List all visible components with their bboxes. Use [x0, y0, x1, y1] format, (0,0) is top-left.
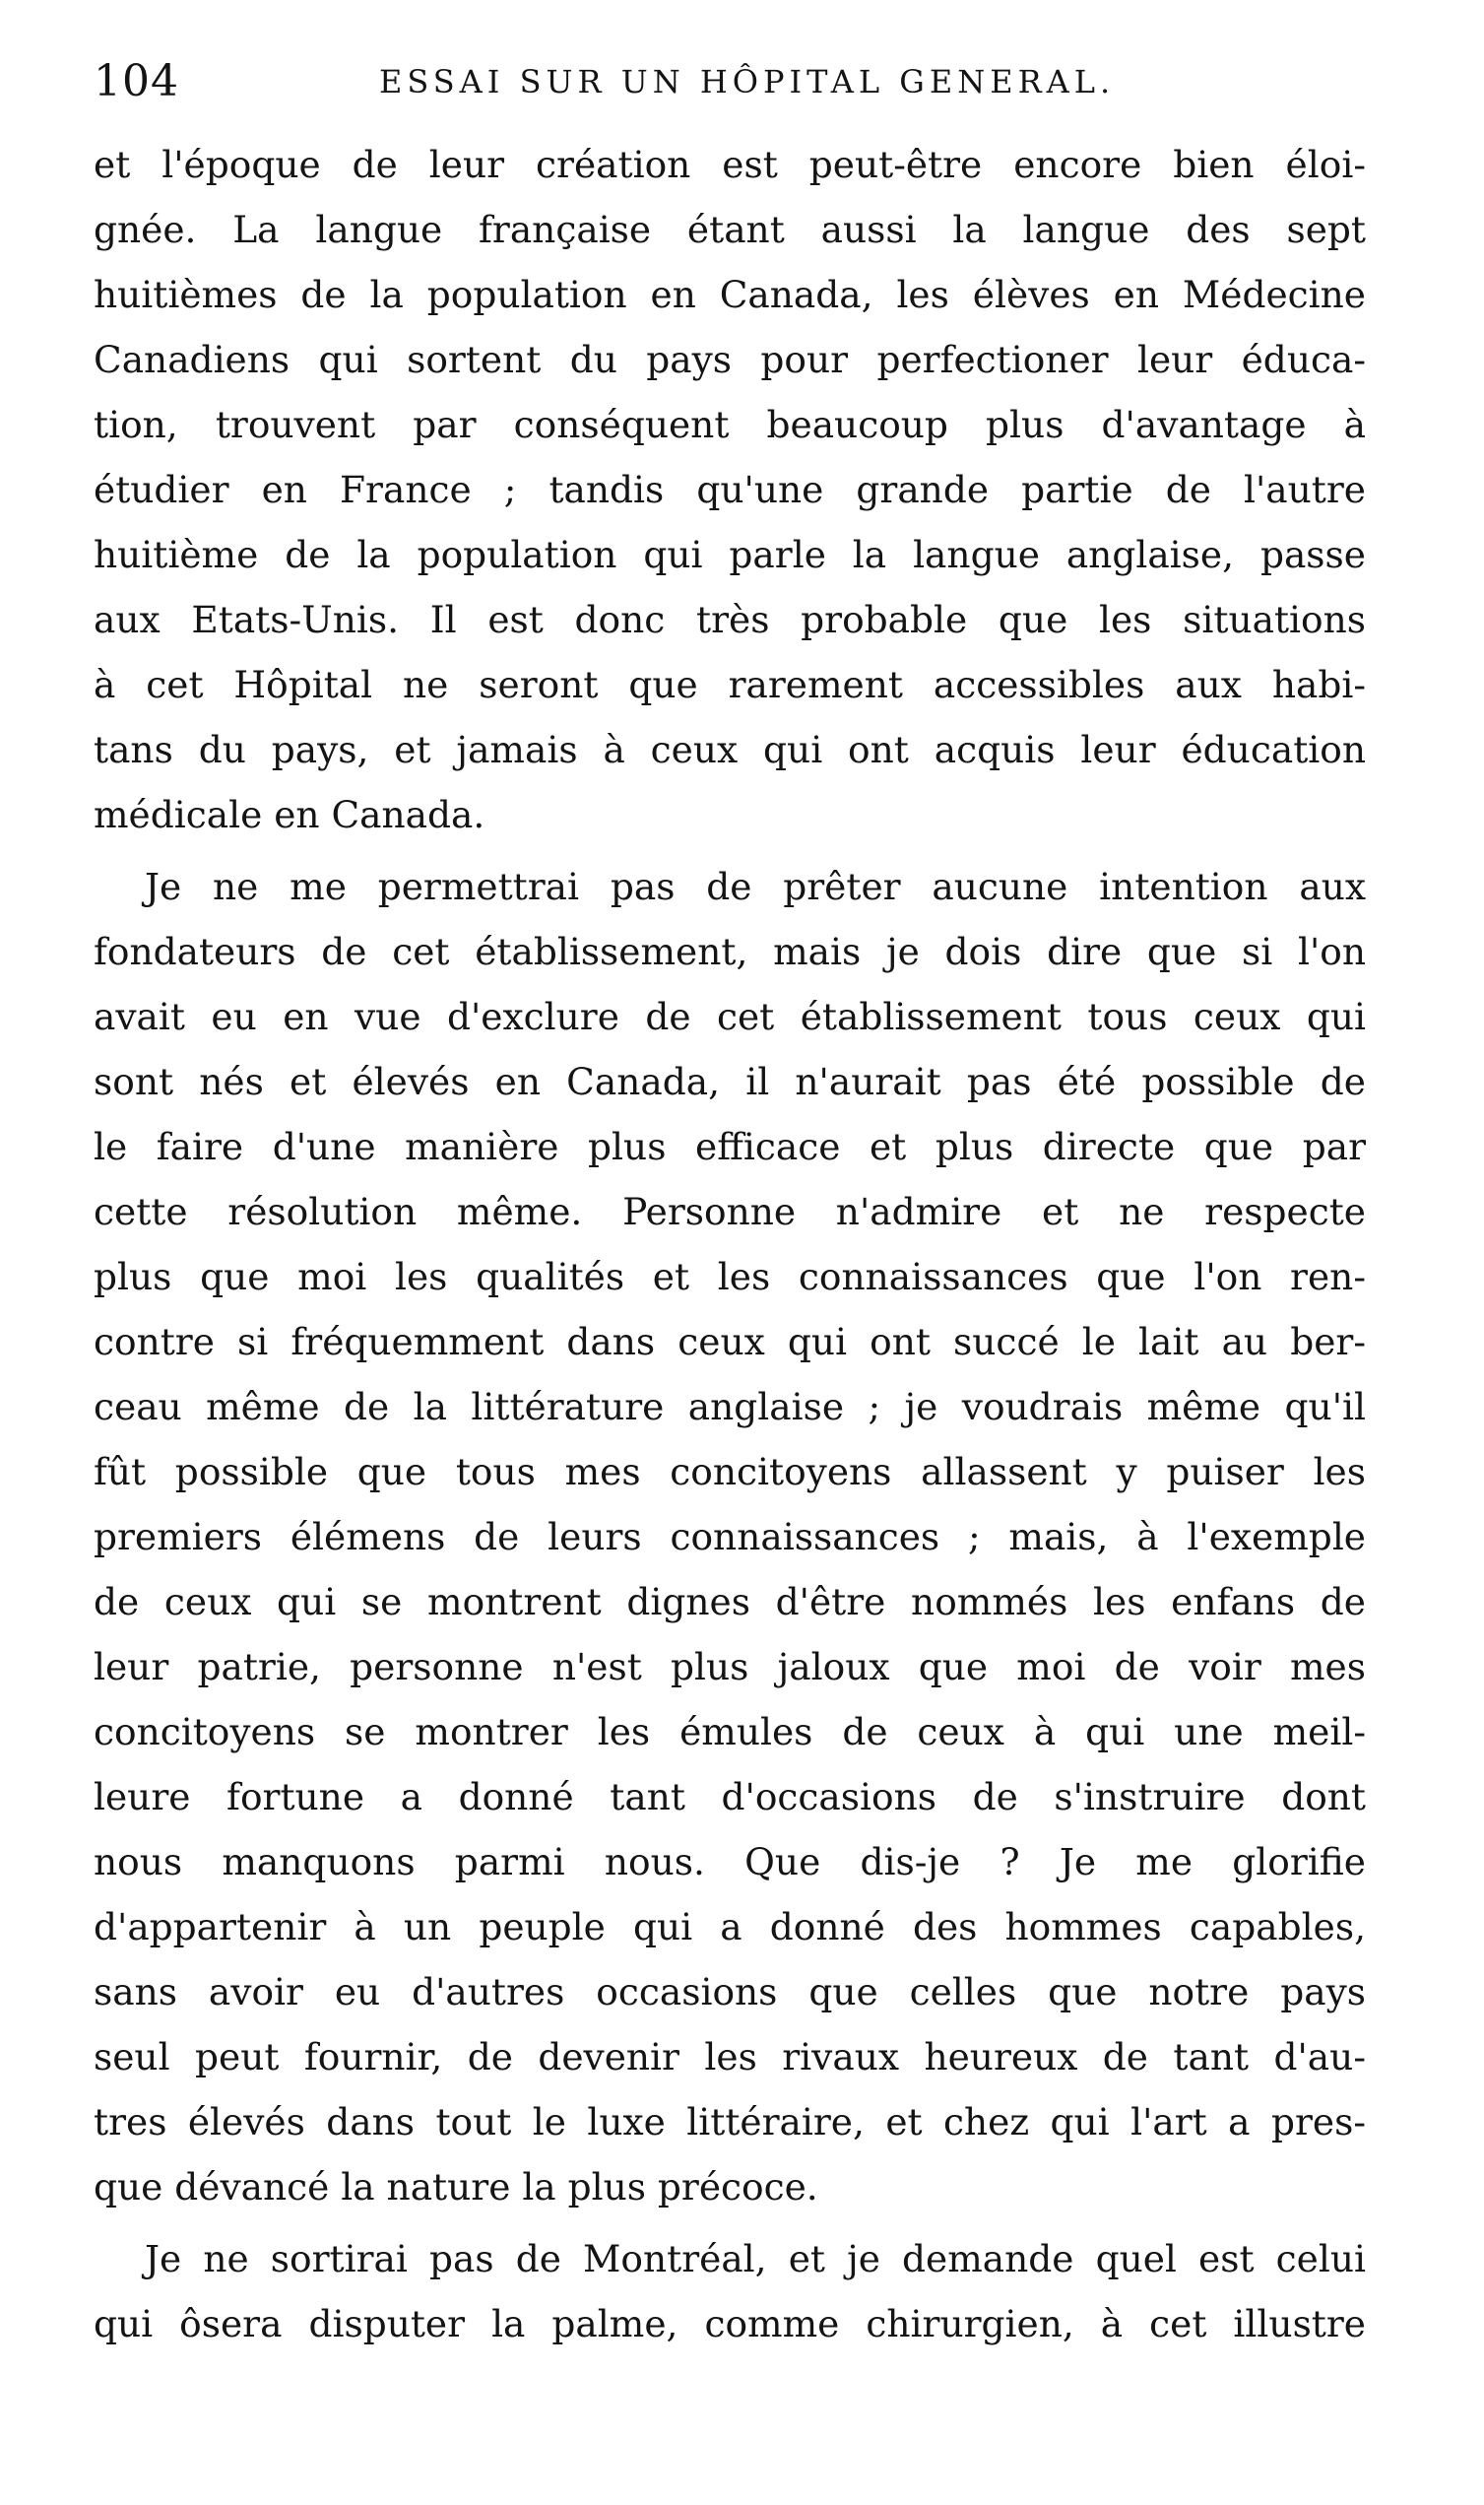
text-line: gnée. La langue française étant aussi la langue des sept: [94, 208, 1366, 251]
text-line: d'appartenir à un peuple qui a donné des hommes capables,: [94, 1905, 1366, 1948]
text-line: tion, trouvent par conséquent beaucoup plus d'avantage à: [94, 403, 1366, 446]
text-line: seul peut fournir, de devenir les rivaux heureux de tant d'au-: [94, 2035, 1366, 2078]
text-line: étudier en France ; tandis qu'une grande partie de l'autre: [94, 468, 1366, 511]
text-line: Je ne sortirai pas de Montréal, et je demande quel est celui: [145, 2237, 1366, 2280]
text-line: contre si fréquemment dans ceux qui ont succé le lait au ber-: [94, 1320, 1366, 1363]
paragraph-2: [94, 854, 1366, 2219]
text-line: qui ôsera disputer la palme, comme chirurgien, à cet illustre: [94, 2302, 1366, 2345]
text-line: huitième de la population qui parle la langue anglaise, passe: [94, 533, 1366, 576]
body-text: [94, 132, 1366, 2356]
text-line: Je ne me permettrai pas de prêter aucune intention aux: [145, 865, 1366, 908]
text-line: médicale en Canada.: [94, 793, 485, 836]
running-head: [94, 47, 1364, 116]
paragraph-1: [94, 132, 1366, 847]
text-line: avait eu en vue d'exclure de cet établissement tous ceux qui: [94, 995, 1366, 1038]
text-line: nous manquons parmi nous. Que dis-je ? Je me glorifie: [94, 1840, 1366, 1883]
text-line: cette résolution même. Personne n'admire et ne respecte: [94, 1190, 1366, 1233]
text-line: tans du pays, et jamais à ceux qui ont acquis leur éducation: [94, 728, 1366, 771]
text-line: à cet Hôpital ne seront que rarement accessibles aux habi-: [94, 663, 1366, 706]
text-line: aux Etats-Unis. Il est donc très probable que les situations: [94, 598, 1366, 641]
text-line: fût possible que tous mes concitoyens allassent y puiser les: [94, 1450, 1366, 1493]
text-line: le faire d'une manière plus efficace et plus directe que par: [94, 1125, 1366, 1168]
text-line: ceau même de la littérature anglaise ; je voudrais même qu'il: [94, 1385, 1366, 1428]
page-number: 104: [94, 56, 179, 106]
text-line: que dévancé la nature la plus précoce.: [94, 2165, 818, 2208]
text-line: de ceux qui se montrent dignes d'être nommés les enfans de: [94, 1580, 1366, 1623]
paragraph-3: [94, 2226, 1366, 2356]
text-line: sont nés et élevés en Canada, il n'aurait pas été possible de: [94, 1060, 1366, 1103]
text-line: tres élevés dans tout le luxe littéraire, et chez qui l'art a pres-: [94, 2100, 1366, 2143]
text-line: concitoyens se montrer les émules de ceux à qui une meil-: [94, 1710, 1366, 1753]
text-line: fondateurs de cet établissement, mais je dois dire que si l'on: [94, 930, 1366, 973]
text-line: et l'époque de leur création est peut-être encore bien éloi-: [94, 143, 1366, 186]
text-line: huitièmes de la population en Canada, les élèves en Médecine: [94, 273, 1366, 316]
text-line: sans avoir eu d'autres occasions que celles que notre pays: [94, 1970, 1366, 2013]
text-line: premiers élémens de leurs connaissances ; mais, à l'exemple: [94, 1515, 1366, 1558]
text-line: plus que moi les qualités et les connaissances que l'on ren-: [94, 1255, 1366, 1298]
text-line: leur patrie, personne n'est plus jaloux que moi de voir mes: [94, 1645, 1366, 1688]
text-line: leure fortune a donné tant d'occasions de s'instruire dont: [94, 1775, 1366, 1818]
text-line: Canadiens qui sortent du pays pour perfectioner leur éduca-: [94, 338, 1366, 381]
running-title: ESSAI SUR UN HÔPITAL GENERAL.: [379, 63, 1116, 100]
